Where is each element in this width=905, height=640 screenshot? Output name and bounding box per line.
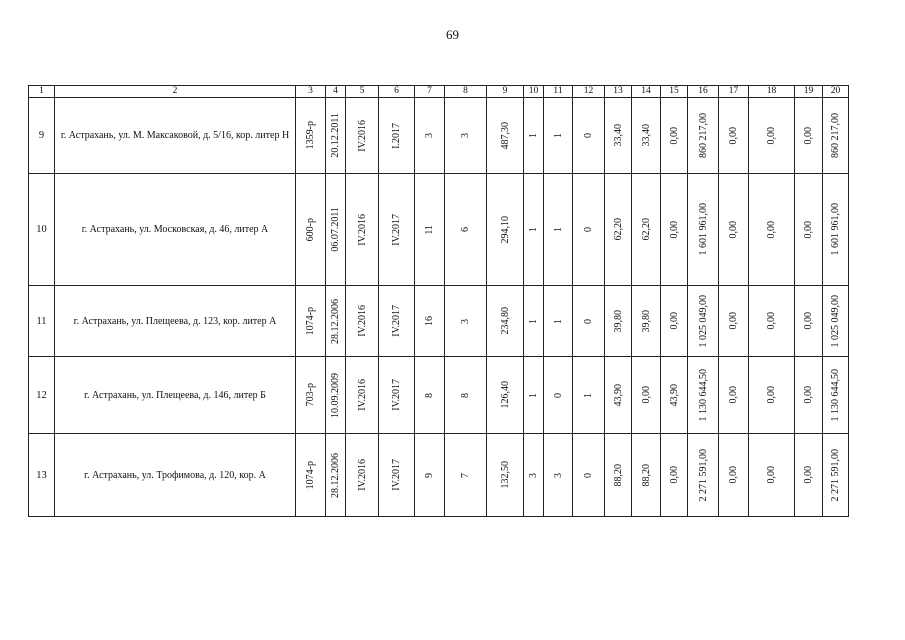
value-cell — [573, 174, 605, 286]
cell-value: 3 — [424, 133, 435, 138]
period-start: IV.2016 — [356, 459, 368, 491]
order-date-cell — [326, 434, 346, 517]
value-cell — [795, 98, 823, 174]
cell-value: 2 271 591,00 — [830, 448, 841, 502]
value-cell — [823, 434, 849, 517]
order-number-cell — [296, 434, 326, 517]
cell-value: 0,00 — [728, 386, 739, 404]
cell-value: 2 271 591,00 — [697, 448, 709, 502]
period-start: IV.2016 — [356, 119, 368, 152]
value-cell — [749, 98, 795, 174]
page-number: 69 — [446, 27, 459, 42]
value-cell — [795, 357, 823, 434]
cell-value: 1 — [528, 318, 539, 324]
cell-value: 0,00 — [766, 386, 777, 404]
cell-value: 0,00 — [766, 126, 777, 145]
cell-value: 0,00 — [668, 220, 680, 239]
value-cell — [749, 174, 795, 286]
value-cell — [719, 174, 749, 286]
value-cell — [544, 98, 573, 174]
value-cell — [719, 357, 749, 434]
cell-value: 16 — [424, 316, 435, 326]
value-cell — [445, 98, 487, 174]
value-cell — [719, 98, 749, 174]
cell-value: 1 130 644,50 — [830, 368, 841, 422]
cell-value: 0,00 — [728, 126, 739, 145]
cell-value: 39,80 — [640, 309, 652, 333]
cell-value: 1 — [583, 392, 594, 398]
table-row — [29, 98, 849, 174]
cell-value: 0,00 — [728, 312, 739, 330]
column-header: 13 — [605, 86, 632, 98]
table-row — [29, 357, 849, 434]
address-cell: г. Астрахань, ул. Плещеева, д. 123, кор. литер А — [55, 286, 296, 357]
value-cell — [688, 286, 719, 357]
value-cell — [795, 434, 823, 517]
period-start-cell — [346, 98, 379, 174]
cell-value: 234,80 — [499, 307, 511, 335]
value-cell — [524, 286, 544, 357]
row-number: 9 — [29, 98, 55, 174]
value-cell — [544, 286, 573, 357]
period-start: IV.2016 — [356, 305, 368, 337]
period-end: I.2017 — [391, 122, 402, 149]
cell-value: 88,20 — [640, 463, 652, 487]
cell-value: 0 — [583, 318, 594, 324]
cell-value: 0,00 — [766, 312, 777, 330]
period-end: IV.2017 — [391, 379, 402, 411]
value-cell — [445, 174, 487, 286]
value-cell — [719, 434, 749, 517]
cell-value: 0,00 — [803, 386, 814, 404]
cell-value: 3 — [460, 133, 471, 138]
value-cell — [445, 357, 487, 434]
cell-value: 132,50 — [499, 461, 511, 489]
cell-value: 8 — [424, 392, 435, 398]
cell-value: 0,00 — [766, 220, 777, 239]
cell-value: 0 — [583, 133, 594, 138]
cell-value: 7 — [460, 472, 471, 478]
period-start-cell — [346, 357, 379, 434]
period-end-cell — [379, 434, 415, 517]
period-end: IV.2017 — [391, 213, 402, 246]
value-cell — [487, 286, 524, 357]
cell-value: 62,20 — [640, 218, 652, 241]
value-cell — [544, 174, 573, 286]
cell-value: 0,00 — [803, 312, 814, 330]
value-cell — [487, 98, 524, 174]
column-header: 20 — [823, 86, 849, 98]
value-cell — [661, 357, 688, 434]
value-cell — [487, 357, 524, 434]
column-header: 16 — [688, 86, 719, 98]
column-header: 5 — [346, 86, 379, 98]
cell-value: 8 — [460, 392, 471, 398]
cell-value: 3 — [528, 472, 539, 478]
cell-value: 860 217,00 — [830, 113, 841, 158]
value-cell — [605, 98, 632, 174]
value-cell — [632, 286, 661, 357]
order-date: 10.09.2009 — [330, 372, 341, 418]
table-row — [29, 286, 849, 357]
order-date: 28.12.2006 — [330, 452, 341, 498]
table-row — [29, 434, 849, 517]
order-date: 06.07.2011 — [330, 207, 341, 252]
period-end-cell — [379, 174, 415, 286]
value-cell — [415, 357, 445, 434]
value-cell — [415, 98, 445, 174]
cell-value: 1 — [528, 227, 539, 232]
column-header: 3 — [296, 86, 326, 98]
order-number-cell — [296, 98, 326, 174]
cell-value: 1 — [528, 392, 539, 398]
cell-value: 1 — [552, 318, 564, 324]
order-number-cell — [296, 286, 326, 357]
cell-value: 39,80 — [612, 309, 624, 333]
value-cell — [632, 434, 661, 517]
value-cell — [632, 174, 661, 286]
row-number: 11 — [29, 286, 55, 357]
value-cell — [823, 98, 849, 174]
value-cell — [688, 357, 719, 434]
address-cell: г. Астрахань, ул. М. Максаковой, д. 5/16, кор. литер Н — [55, 98, 296, 174]
value-cell — [823, 357, 849, 434]
cell-value: 0,00 — [803, 126, 814, 145]
cell-value: 0,00 — [668, 312, 680, 330]
column-header: 7 — [415, 86, 445, 98]
cell-value: 0,00 — [803, 466, 814, 484]
cell-value: 0,00 — [728, 220, 739, 239]
column-header: 12 — [573, 86, 605, 98]
period-start-cell — [346, 286, 379, 357]
period-start-cell — [346, 434, 379, 517]
column-header: 11 — [544, 86, 573, 98]
cell-value: 0,00 — [728, 466, 739, 484]
column-header: 18 — [749, 86, 795, 98]
value-cell — [415, 174, 445, 286]
address-cell: г. Астрахань, ул. Плещеева, д. 146, литер Б — [55, 357, 296, 434]
column-header: 17 — [719, 86, 749, 98]
order-number: 600-р — [305, 217, 316, 242]
value-cell — [661, 434, 688, 517]
value-cell — [749, 434, 795, 517]
order-date-cell — [326, 286, 346, 357]
cell-value: 9 — [424, 472, 435, 478]
cell-value: 0,00 — [766, 466, 777, 484]
value-cell — [605, 434, 632, 517]
order-number: 1074-р — [305, 306, 316, 336]
cell-value: 0,00 — [668, 466, 680, 484]
value-cell — [795, 174, 823, 286]
value-cell — [823, 174, 849, 286]
cell-value: 126,40 — [499, 381, 511, 409]
cell-value: 860 217,00 — [697, 113, 709, 158]
period-start-cell — [346, 174, 379, 286]
cell-value: 3 — [460, 318, 471, 324]
cell-value: 1 130 644,50 — [697, 368, 709, 422]
cell-value: 0 — [583, 472, 594, 478]
row-number: 10 — [29, 174, 55, 286]
column-header: 10 — [524, 86, 544, 98]
cell-value: 88,20 — [612, 463, 624, 487]
value-cell — [573, 357, 605, 434]
period-end: IV.2017 — [391, 305, 402, 337]
value-cell — [524, 357, 544, 434]
value-cell — [605, 174, 632, 286]
value-cell — [749, 357, 795, 434]
cell-value: 1 — [552, 227, 564, 232]
cell-value: 62,20 — [612, 218, 624, 241]
column-header: 4 — [326, 86, 346, 98]
value-cell — [688, 434, 719, 517]
period-end-cell — [379, 98, 415, 174]
column-header: 6 — [379, 86, 415, 98]
order-date: 20.12.2011 — [330, 113, 341, 158]
cell-value: 0,00 — [640, 386, 652, 404]
value-cell — [415, 434, 445, 517]
value-cell — [823, 286, 849, 357]
value-cell — [524, 434, 544, 517]
value-cell — [688, 174, 719, 286]
value-cell — [605, 286, 632, 357]
order-date-cell — [326, 98, 346, 174]
value-cell — [688, 98, 719, 174]
value-cell — [544, 357, 573, 434]
period-end: IV.2017 — [391, 459, 402, 491]
cell-value: 43,90 — [668, 383, 680, 407]
value-cell — [661, 98, 688, 174]
cell-value: 0 — [552, 392, 564, 398]
column-header: 8 — [445, 86, 487, 98]
value-cell — [487, 434, 524, 517]
value-cell — [573, 98, 605, 174]
order-number: 1074-р — [305, 460, 316, 490]
value-cell — [749, 286, 795, 357]
order-number: 703-р — [305, 383, 316, 407]
cell-value: 1 601 961,00 — [830, 203, 841, 256]
cell-value: 11 — [424, 224, 435, 235]
column-header: 19 — [795, 86, 823, 98]
cell-value: 1 601 961,00 — [697, 203, 709, 256]
value-cell — [605, 357, 632, 434]
value-cell — [795, 286, 823, 357]
cell-value: 1 025 049,00 — [697, 294, 709, 348]
value-cell — [445, 434, 487, 517]
period-end-cell — [379, 286, 415, 357]
order-number-cell — [296, 174, 326, 286]
value-cell — [544, 434, 573, 517]
order-date: 28.12.2006 — [330, 298, 341, 344]
address-cell: г. Астрахань, ул. Трофимова, д. 120, кор. А — [55, 434, 296, 517]
value-cell — [632, 98, 661, 174]
order-number: 1359-р — [305, 121, 316, 150]
cell-value: 1 025 049,00 — [830, 294, 841, 348]
order-date-cell — [326, 174, 346, 286]
value-cell — [445, 286, 487, 357]
value-cell — [719, 286, 749, 357]
value-cell — [573, 286, 605, 357]
column-header: 9 — [487, 86, 524, 98]
cell-value: 0,00 — [803, 220, 814, 239]
cell-value: 3 — [552, 472, 564, 478]
cell-value: 1 — [552, 133, 564, 138]
housing-register-table — [28, 85, 849, 517]
column-number-row — [29, 86, 849, 98]
row-number: 13 — [29, 434, 55, 517]
cell-value: 43,90 — [612, 383, 624, 407]
order-number-cell — [296, 357, 326, 434]
cell-value: 33,40 — [640, 124, 652, 147]
value-cell — [487, 174, 524, 286]
cell-value: 487,30 — [499, 121, 511, 150]
column-header: 15 — [661, 86, 688, 98]
value-cell — [661, 286, 688, 357]
order-date-cell — [326, 357, 346, 434]
period-start: IV.2016 — [356, 213, 368, 246]
column-header: 14 — [632, 86, 661, 98]
column-header: 2 — [55, 86, 296, 98]
column-header: 1 — [29, 86, 55, 98]
value-cell — [661, 174, 688, 286]
cell-value: 294,10 — [499, 215, 511, 244]
row-number: 12 — [29, 357, 55, 434]
value-cell — [632, 357, 661, 434]
cell-value: 0 — [583, 227, 594, 232]
cell-value: 1 — [528, 133, 539, 138]
period-start: IV.2016 — [356, 379, 368, 411]
cell-value: 0,00 — [668, 126, 680, 145]
period-end-cell — [379, 357, 415, 434]
cell-value: 6 — [460, 227, 471, 232]
value-cell — [524, 174, 544, 286]
address-cell: г. Астрахань, ул. Московская, д. 46, литер А — [55, 174, 296, 286]
value-cell — [524, 98, 544, 174]
value-cell — [415, 286, 445, 357]
value-cell — [573, 434, 605, 517]
table-row — [29, 174, 849, 286]
cell-value: 33,40 — [612, 124, 624, 147]
